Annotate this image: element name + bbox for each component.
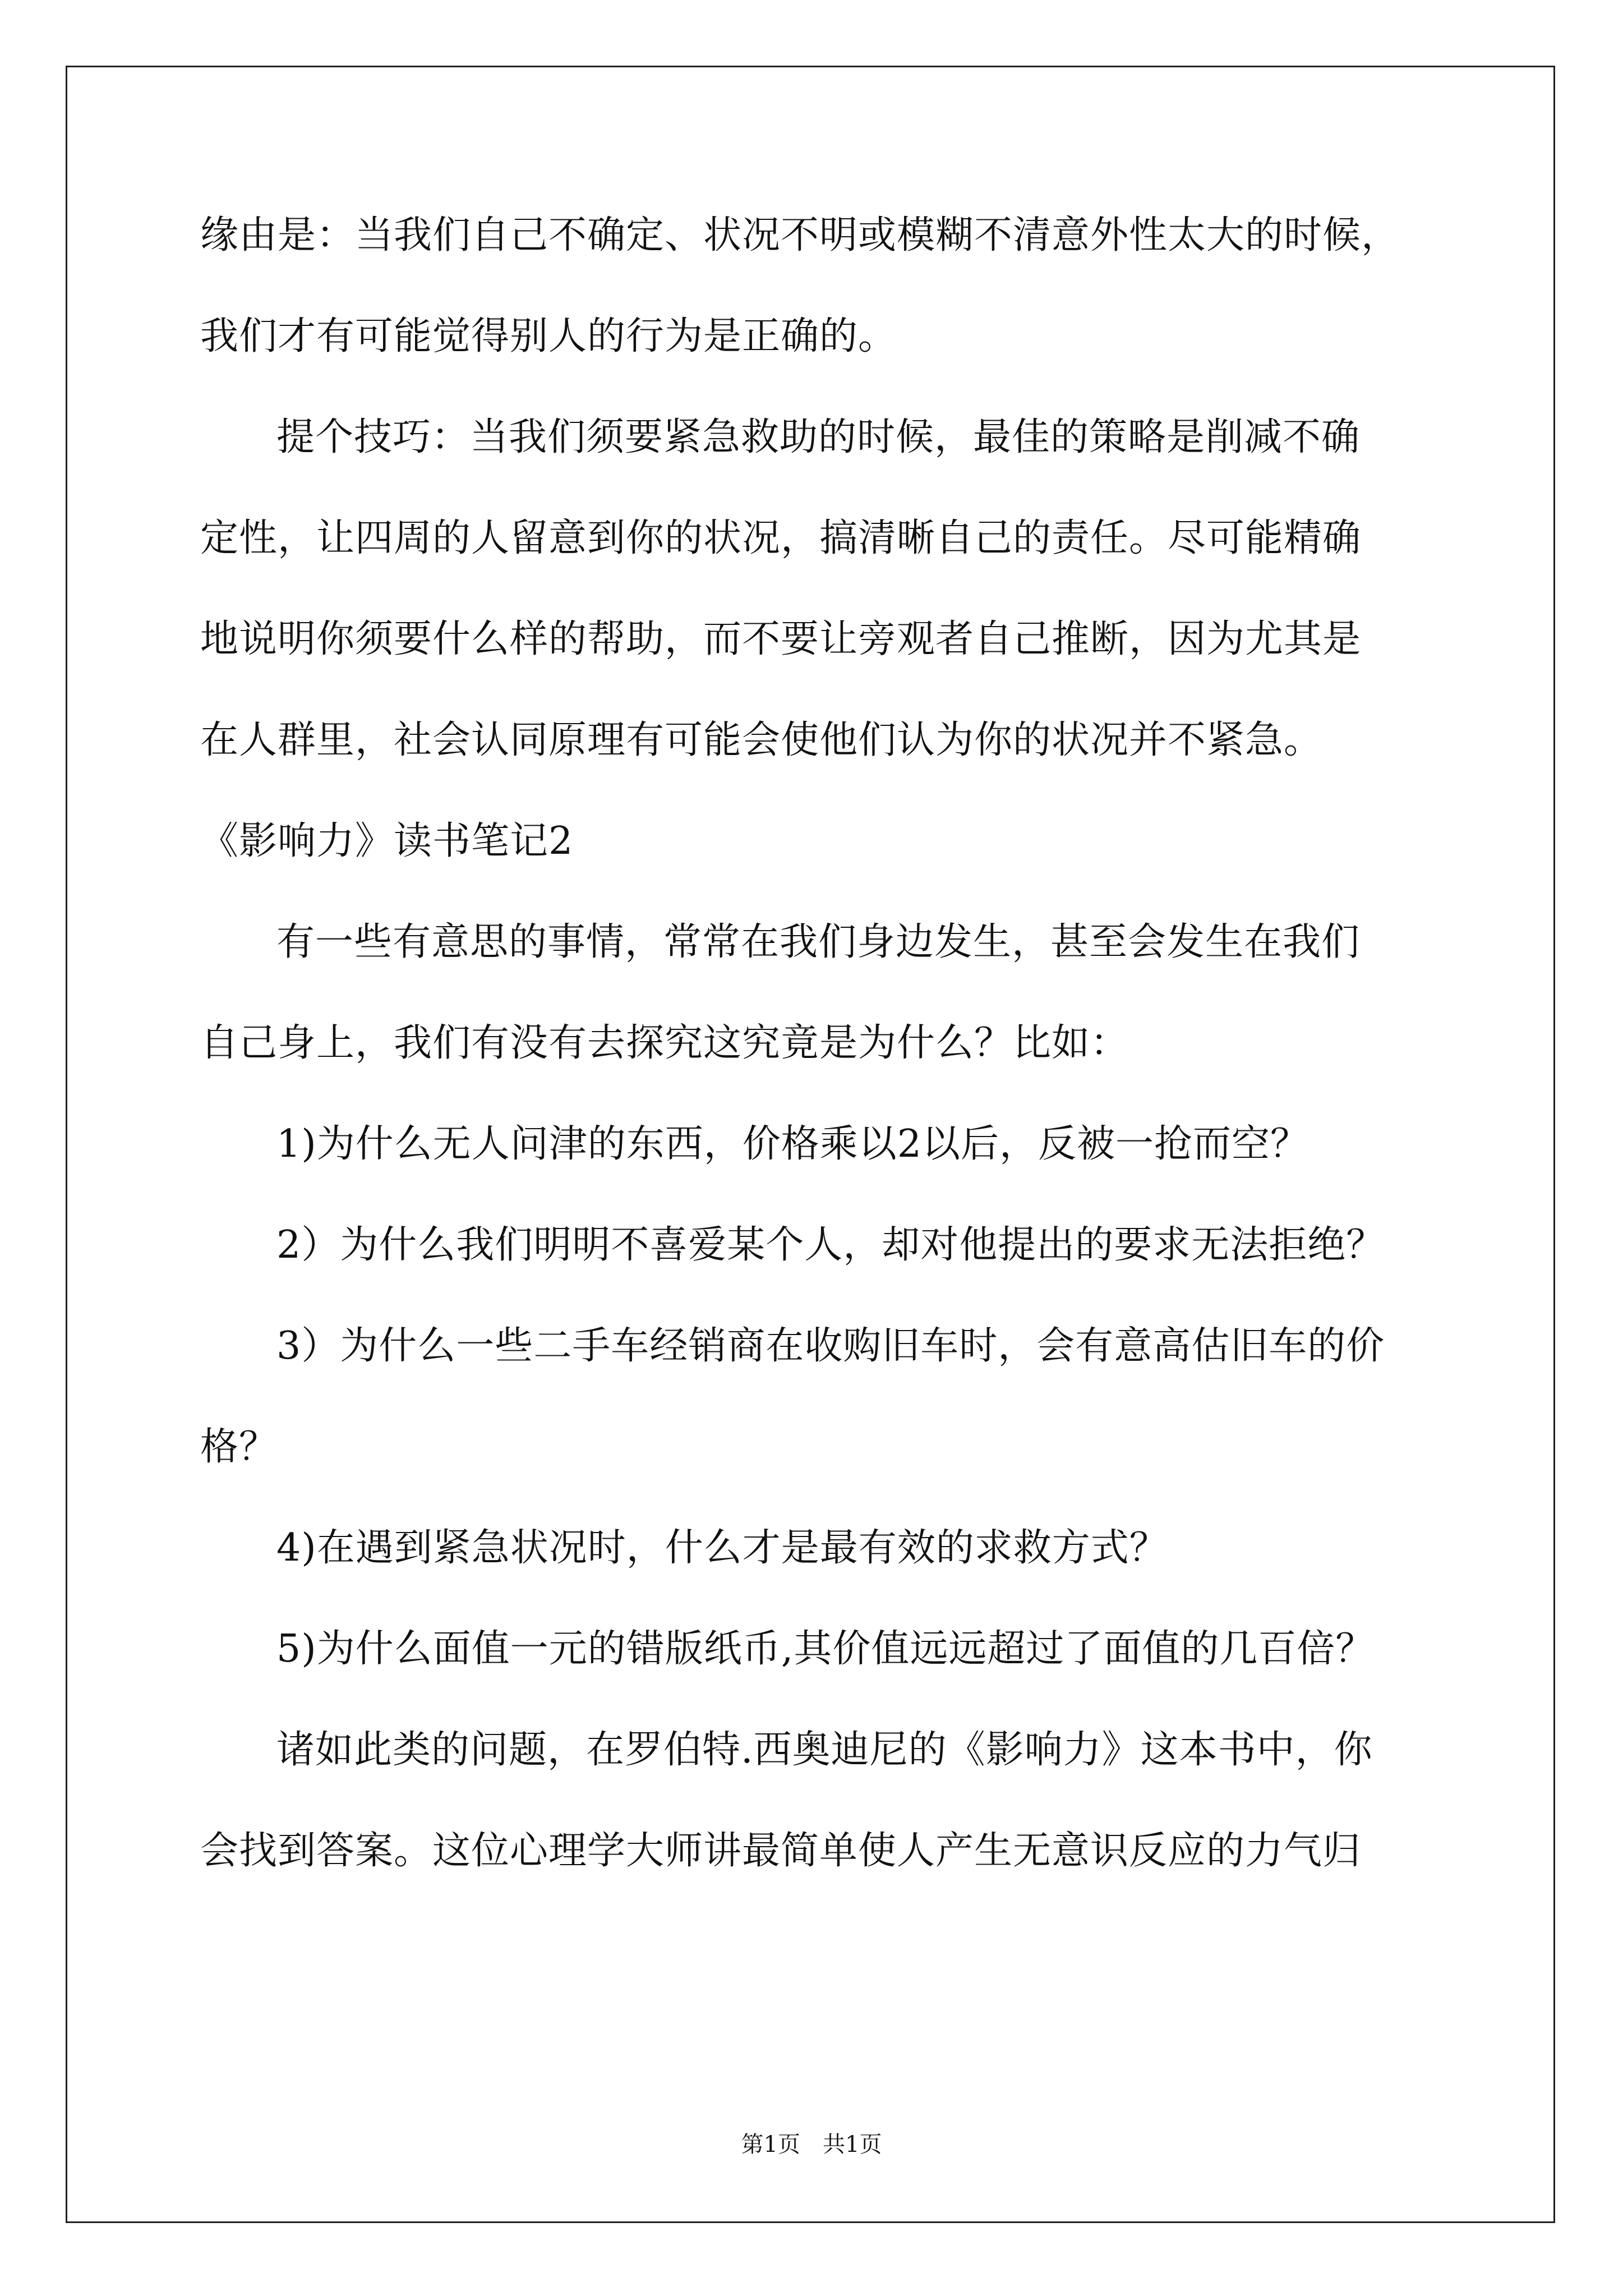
- page-number-current: 第1页: [741, 2132, 800, 2157]
- paragraph-line: 定性，让四周的人留意到你的状况，搞清晰自己的责任。尽可能精确: [200, 516, 1362, 560]
- paragraph-line: 诸如此类的问题，在罗伯特.西奥迪尼的《影响力》这本书中，你: [276, 1728, 1373, 1772]
- list-item: 1)为什么无人问津的东西，价格乘以2以后，反被一抢而空？: [276, 1122, 1310, 1166]
- page-footer: [0, 2131, 1623, 2159]
- list-item-continuation: 格？: [200, 1425, 278, 1469]
- list-item: 3）为什么一些二手车经销商在收购旧车时，会有意高估旧车的价: [276, 1324, 1385, 1368]
- paragraph-line: 有一些有意思的事情，常常在我们身边发生，甚至会发生在我们: [276, 920, 1361, 964]
- paragraph-line: 缘由是：当我们自己不确定、状况不明或模糊不清意外性太大的时候，: [200, 213, 1400, 257]
- paragraph-line: 提个技巧：当我们须要紧急救助的时候，最佳的策略是削减不确: [276, 415, 1361, 459]
- list-item: 2）为什么我们明明不喜爱某个人，却对他提出的要求无法拒绝？: [276, 1223, 1385, 1267]
- paragraph-line: 自己身上，我们有没有去探究这究竟是为什么？比如：: [200, 1021, 1129, 1065]
- document-body: [200, 185, 1434, 1902]
- paragraph-line: 我们才有可能觉得别人的行为是正确的。: [200, 314, 897, 358]
- list-item: 4)在遇到紧急状况时，什么才是最有效的求救方式？: [276, 1526, 1168, 1570]
- list-item: 5)为什么面值一元的错版纸币,其价值远远超过了面值的几百倍？: [276, 1627, 1375, 1671]
- paragraph-line: 在人群里，社会认同原理有可能会使他们认为你的状况并不紧急。: [200, 718, 1323, 762]
- section-heading: 《影响力》读书笔记2: [200, 819, 574, 863]
- paragraph-line: 会找到答案。这位心理学大师讲最简单使人产生无意识反应的力气归: [200, 1829, 1362, 1873]
- page-number-total: 共1页: [823, 2132, 882, 2157]
- paragraph-line: 地说明你须要什么样的帮助，而不要让旁观者自己推断，因为尤其是: [200, 617, 1362, 661]
